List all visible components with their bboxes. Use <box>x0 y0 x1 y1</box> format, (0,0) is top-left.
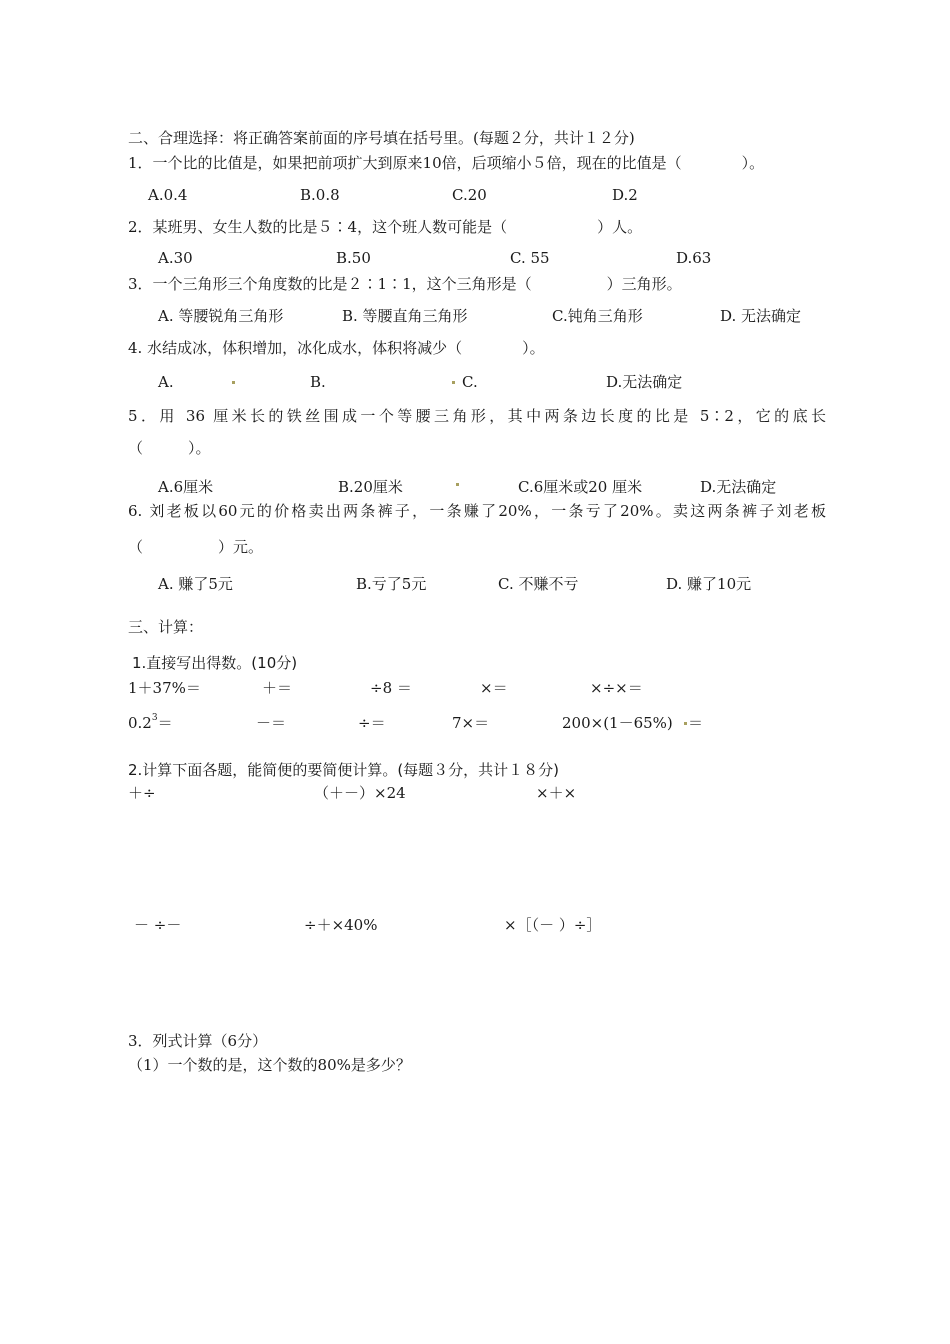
calc-1-2: ＋＝ <box>262 679 293 697</box>
scan-dot <box>232 381 235 384</box>
section-2-title: 二、合理选择：将正确答案前面的序号填在括号里。(每题２分，共计１２分) <box>128 129 635 147</box>
question-5-stem-cont: （ ）。 <box>128 439 211 457</box>
calc-2-5-equals: ＝ <box>688 714 704 732</box>
scan-dot <box>684 722 687 725</box>
calc-2-1: $0.2^3=$ <box>128 713 173 732</box>
calc-2-3: ÷＝ <box>358 714 386 732</box>
question-6-stem-cont: （ ）元。 <box>128 538 264 556</box>
part-2-title: 2.计算下面各题，能简便的要简便计算。(每题３分，共计１８分) <box>128 761 560 779</box>
word-problem-1: （1）一个数的是，这个数的80%是多少？ <box>128 1056 411 1074</box>
question-2-stem: 2．某班男、女生人数的比是５∶4，这个班人数可能是（ ）人。 <box>128 218 643 236</box>
q4-option-c: C. <box>462 373 478 391</box>
section-3-title: 三、计算： <box>128 618 204 636</box>
simplify-3: ×＋× <box>536 784 577 802</box>
q2-option-a: A.30 <box>158 249 193 267</box>
q2-option-b: B.50 <box>336 249 371 267</box>
q4-option-b: B. <box>310 373 326 391</box>
question-4-stem: 4. 水结成冰，体积增加，冰化成水，体积将减少（ ）。 <box>128 339 545 357</box>
scan-dot <box>456 483 459 486</box>
q4-option-d: D.无法确定 <box>606 373 683 391</box>
question-1-stem: 1．一个比的比值是，如果把前项扩大到原来10倍，后项缩小５倍，现在的比值是（ ）。 <box>128 154 765 172</box>
q1-option-b: B.0.8 <box>300 186 340 204</box>
calc-1-3: ÷8 ＝ <box>370 679 412 697</box>
q2-option-c: C. 55 <box>510 249 550 267</box>
q3-option-b: B. 等腰直角三角形 <box>342 307 468 325</box>
q2-option-d: D.63 <box>676 249 712 267</box>
q1-option-d: D.2 <box>612 186 638 204</box>
calc-2-5: 200×(1－65%) <box>562 714 673 732</box>
calc-1-4: ×＝ <box>480 679 508 697</box>
q3-option-d: D. 无法确定 <box>720 307 802 325</box>
simplify-5: ÷＋×40% <box>304 916 378 934</box>
calc-2-2: －＝ <box>256 714 287 732</box>
simplify-1: ＋÷ <box>128 784 156 802</box>
q4-option-a: A. <box>158 373 174 391</box>
calc-2-4: 7×＝ <box>452 714 490 732</box>
q5-option-c: C.6厘米或20 厘米 <box>518 478 643 496</box>
question-5-stem: 5．用 36 厘米长的铁丝围成一个等腰三角形，其中两条边长度的比是 5∶2，它的底长 <box>128 407 826 425</box>
q6-option-d: D. 赚了10元 <box>666 575 752 593</box>
q1-option-a: A.0.4 <box>148 186 188 204</box>
q3-option-a: A. 等腰锐角三角形 <box>158 307 284 325</box>
question-6-stem: 6. 刘老板以60元的价格卖出两条裤子，一条赚了20%，一条亏了20%。卖这两条裤子刘老板 <box>128 502 826 520</box>
q5-option-b: B.20厘米 <box>338 478 403 496</box>
q6-option-c: C. 不赚不亏 <box>498 575 579 593</box>
q6-option-b: B.亏了5元 <box>356 575 427 593</box>
calc-1-5: ×÷×＝ <box>590 679 643 697</box>
q3-option-c: C.钝角三角形 <box>552 307 643 325</box>
part-1-title: 1.直接写出得数。(10分) <box>132 654 298 672</box>
scan-dot <box>452 381 455 384</box>
calc-1-1: 1＋37%＝ <box>128 679 201 697</box>
simplify-2: （＋－）×24 <box>314 784 406 802</box>
question-3-stem: 3．一个三角形三个角度数的比是２∶1∶1，这个三角形是（ ）三角形。 <box>128 275 682 293</box>
q6-option-a: A. 赚了5元 <box>158 575 233 593</box>
simplify-6: ×［（－ ）÷］ <box>504 916 602 934</box>
q5-option-d: D.无法确定 <box>700 478 777 496</box>
simplify-4: － ÷－ <box>134 916 182 934</box>
part-3-title: 3．列式计算（6分） <box>128 1032 268 1050</box>
q5-option-a: A.6厘米 <box>158 478 214 496</box>
q1-option-c: C.20 <box>452 186 487 204</box>
